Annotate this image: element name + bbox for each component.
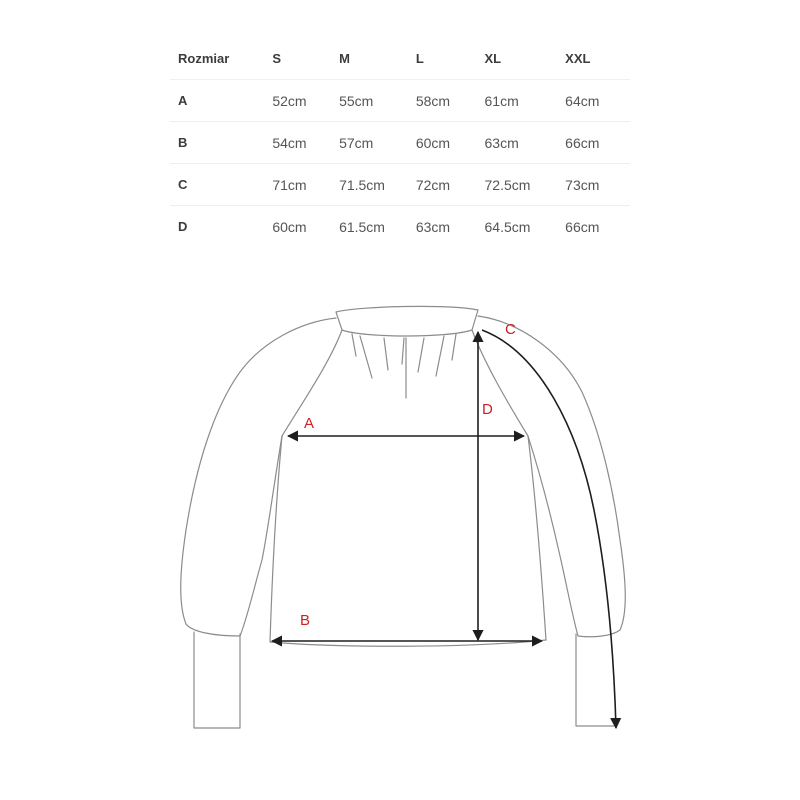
cell-c-xxl: 73cm — [565, 164, 630, 206]
gather-line — [418, 338, 424, 372]
table-row — [170, 206, 630, 248]
row-label-b: B — [170, 122, 272, 164]
table-row — [170, 164, 630, 206]
cell-c-xl: 72.5cm — [485, 164, 566, 206]
gather-line — [352, 334, 356, 356]
gather-line — [360, 336, 372, 378]
gather-line — [452, 334, 456, 360]
measurement-lines — [272, 330, 616, 728]
cell-d-s: 60cm — [272, 218, 307, 235]
body-right-side — [528, 436, 546, 640]
header-s: S — [272, 38, 339, 80]
cell-d-xl: 64.5cm — [484, 218, 531, 235]
cell-a-xxl: 64cm — [565, 80, 630, 122]
table-row — [170, 80, 630, 122]
header-size: Rozmiar — [170, 38, 272, 80]
table-header-row — [170, 38, 630, 80]
header-xxl: XXL — [565, 38, 630, 80]
row-label-d: D — [178, 219, 188, 234]
row-label-a: A — [170, 80, 272, 122]
left-cuff-outline — [194, 632, 240, 728]
gather-line — [384, 338, 388, 370]
gather-line — [436, 336, 444, 376]
cell-c-s: 71cm — [272, 164, 339, 206]
right-cuff-outline — [576, 634, 616, 726]
size-chart-table — [170, 38, 630, 247]
label-a: A — [304, 415, 315, 432]
cell-a-l: 58cm — [416, 80, 485, 122]
header-l: L — [416, 38, 485, 80]
cell-b-l: 60cm — [416, 122, 485, 164]
left-raglan-seam — [282, 330, 342, 436]
cell-b-m: 57cm — [339, 122, 416, 164]
table-row — [170, 122, 630, 164]
cell-c-l: 72cm — [416, 164, 485, 206]
header-m: M — [339, 38, 416, 80]
label-d: D — [482, 401, 493, 418]
right-raglan-seam — [472, 330, 528, 436]
measure-line-c — [482, 330, 616, 728]
cell-b-xl: 63cm — [485, 122, 566, 164]
hem-outline — [270, 640, 546, 646]
left-sleeve-outline — [181, 318, 336, 636]
cell-d-xxl: 66cm — [565, 218, 600, 235]
cell-b-xxl: 66cm — [565, 122, 630, 164]
cell-a-xl: 61cm — [485, 80, 566, 122]
cell-a-s: 52cm — [272, 80, 339, 122]
header-xl: XL — [485, 38, 566, 80]
blouse-outline — [181, 306, 626, 728]
right-sleeve-outline — [478, 316, 625, 637]
cell-d-m: 61.5cm — [339, 218, 385, 235]
body-left-side — [270, 436, 282, 642]
collar-outline — [336, 306, 478, 336]
cell-d-l: 63cm — [415, 218, 451, 235]
row-label-c: C — [170, 164, 272, 206]
label-c: C — [505, 321, 516, 338]
label-b: B — [300, 612, 311, 629]
cell-c-m: 71.5cm — [339, 164, 416, 206]
cell-b-s: 54cm — [272, 122, 339, 164]
cell-a-m: 55cm — [339, 80, 416, 122]
gather-line — [402, 338, 404, 364]
